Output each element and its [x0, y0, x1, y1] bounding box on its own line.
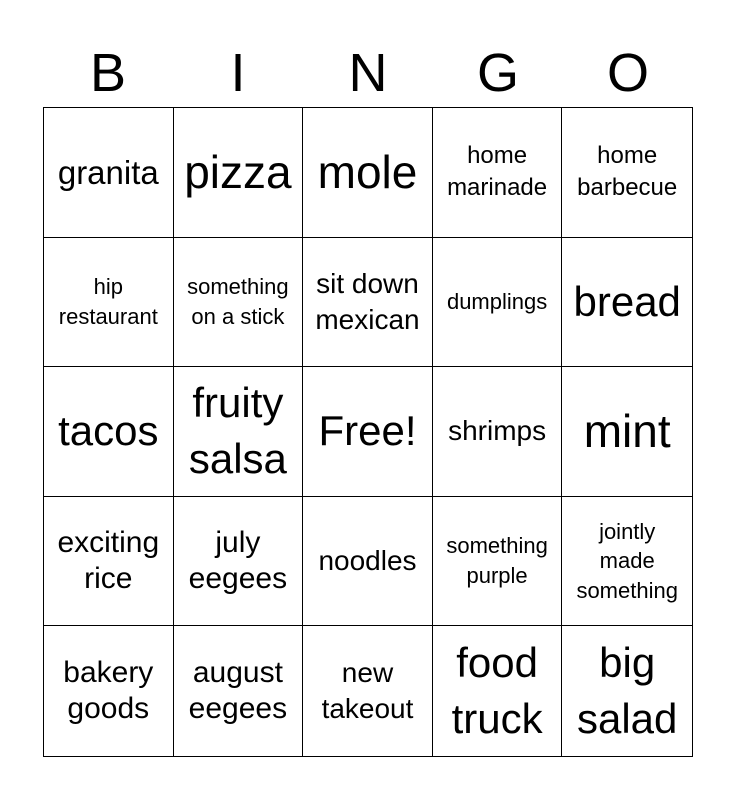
bingo-cell-g4[interactable] [433, 497, 563, 627]
bingo-cell-text: sit down mexican [315, 267, 420, 335]
bingo-cell-text: bakery goods [63, 656, 154, 726]
bingo-cell-g1[interactable] [433, 108, 563, 238]
bingo-cell-text: august eegees [188, 656, 288, 726]
bingo-cell-o5[interactable] [562, 626, 692, 756]
bingo-cell-b4[interactable] [44, 497, 174, 627]
bingo-cell-text: food truck [451, 638, 543, 743]
bingo-cell-n5[interactable] [303, 626, 433, 756]
bingo-cell-text: new takeout [321, 656, 414, 725]
bingo-cell-text: mole [317, 146, 418, 199]
bingo-cell-text: tacos [58, 407, 159, 455]
bingo-cell-text: big salad [576, 638, 678, 743]
bingo-cell-i5[interactable] [174, 626, 304, 756]
bingo-cell-i3[interactable] [174, 367, 304, 497]
bingo-cell-text: july eegees [188, 526, 288, 596]
bingo-cell-text: something purple [446, 533, 548, 589]
bingo-cell-g5[interactable] [433, 626, 563, 756]
bingo-cell-text: home barbecue [577, 141, 678, 202]
bingo-cell-text: Free! [318, 407, 417, 455]
header-letter-n: N [348, 43, 388, 103]
bingo-cell-n4[interactable] [303, 497, 433, 627]
bingo-cell-n3[interactable] [303, 367, 433, 497]
bingo-cell-text: jointly made something [576, 518, 678, 603]
bingo-cell-n2[interactable] [303, 238, 433, 368]
header-letter-o: O [606, 43, 649, 103]
header-letter-b: B [89, 43, 127, 103]
bingo-cell-i2[interactable] [174, 238, 304, 368]
bingo-cell-text: mint [583, 405, 671, 458]
bingo-cell-g2[interactable] [433, 238, 563, 368]
bingo-cell-text: pizza [184, 146, 292, 199]
bingo-cell-o2[interactable] [562, 238, 692, 368]
bingo-cell-text: fruity salsa [188, 378, 287, 483]
bingo-cell-b1[interactable] [44, 108, 174, 238]
bingo-cell-text: bread [573, 277, 681, 325]
bingo-cell-b5[interactable] [44, 626, 174, 756]
bingo-cell-g3[interactable] [433, 367, 563, 497]
bingo-cell-i1[interactable] [174, 108, 304, 238]
bingo-cell-text: shrimps [448, 415, 547, 447]
header-letter-g: G [476, 43, 519, 103]
bingo-cell-b2[interactable] [44, 238, 174, 368]
bingo-cell-text: dumplings [446, 289, 548, 315]
bingo-cell-i4[interactable] [174, 497, 304, 627]
bingo-cell-text: hip restaurant [58, 274, 158, 329]
bingo-cell-text: exciting rice [57, 526, 160, 596]
bingo-board [43, 107, 693, 757]
bingo-cell-b3[interactable] [44, 367, 174, 497]
bingo-cell-n1[interactable] [303, 108, 433, 238]
bingo-cell-o4[interactable] [562, 497, 692, 627]
bingo-cell-text: noodles [318, 544, 417, 576]
header-letter-i: I [230, 43, 246, 103]
bingo-cell-o3[interactable] [562, 367, 692, 497]
bingo-cell-text: home marinade [447, 141, 548, 202]
bingo-cell-o1[interactable] [562, 108, 692, 238]
bingo-cell-text: something on a stick [187, 274, 289, 329]
bingo-cell-text: granita [57, 153, 159, 191]
bingo-header [43, 40, 693, 106]
